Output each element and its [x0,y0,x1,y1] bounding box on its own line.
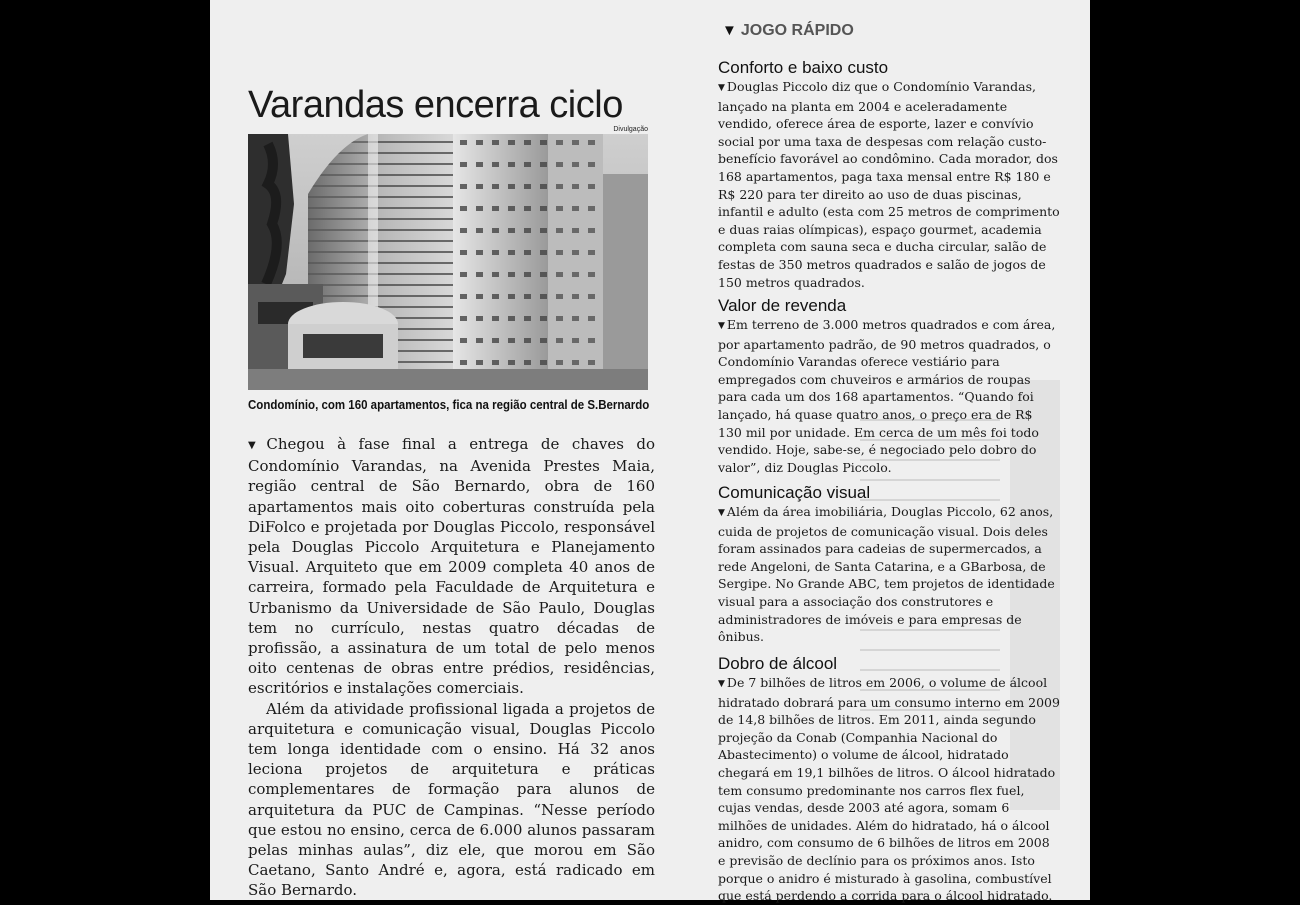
building-photo [248,126,648,390]
sidebar-section [718,483,1060,646]
section-label [722,22,854,40]
article-paragraph [248,434,655,699]
photo-credit: Divulgação [613,126,648,133]
sidebar-section-text-block [718,503,1060,646]
section-label-text: JOGO RÁPIDO [740,22,854,39]
article-headline: Varandas encerra ciclo [248,84,623,126]
sidebar-section-title: Valor de revenda [718,296,847,315]
article-column [248,0,663,900]
sidebar-section-text-block [718,674,1060,905]
triangle-bullet-icon: ▼ [718,679,725,689]
sidebar-section-title: Dobro de álcool [718,654,838,673]
article-paragraph-text: Chegou à fase final a entrega de chaves do Condomínio Varandas, na Avenida Prestes Maia, região central de São Bernardo, obra de 160 apartamentos mais oito coberturas construída pela DiFolco e projetada por Douglas Piccolo, responsável pela Douglas Piccolo Arquitetura e Planejamento Visual. Arquiteto que em 2009 completa 40 anos de carreira, formado pela Faculdade de Arquitetura e Urbanismo da Universidade de São Paulo, Douglas tem no currículo, nestas quatro décadas de profissão, a assinatura de um total de pelo menos oito centenas de obras entre prédios, residências, escritórios e instalações comerciais. [248,435,655,698]
triangle-bullet-icon: ▼ [248,440,264,451]
triangle-bullet-icon: ▼ [718,508,725,518]
building-photo-illustration [248,134,648,390]
sidebar-section-text: Além da área imobiliária, Douglas Piccolo, 62 anos, cuida de projetos de comunicação visual. Dois deles foram assinados para cadeias de supermercados, a rede Angeloni, de Santa Catarina, e a GBarbosa, de Sergipe. No Grande ABC, tem projetos de identidade visual para a associação dos construtores e administradores de imóveis e para empresas de ônibus. [718,504,1055,645]
sidebar-section [718,58,1060,291]
article-body [248,434,655,901]
sidebar-section [718,654,1060,905]
sidebar-section-title: Conforto e baixo custo [718,58,889,77]
triangle-down-icon: ▼ [722,22,737,39]
sidebar-section [718,296,1060,476]
photo-caption: Condomínio, com 160 apartamentos, fica na região central de S.Bernardo [248,398,650,412]
triangle-bullet-icon: ▼ [718,321,725,331]
sidebar-section-text-block [718,78,1060,291]
sidebar-section-text-block [718,316,1060,476]
sidebar-column [718,0,1060,904]
sidebar-section-text: Em terreno de 3.000 metros quadrados e com área, por apartamento padrão, de 90 metros quadrados, o Condomínio Varandas oferece vestiário para empregados com chuveiros e armários de roupas para cada um dos 168 apartamentos. “Quando foi lançado, há quase quatro anos, o preço era de R$ 130 mil por unidade. Em cerca de um mês foi todo vendido. Hoje, sabe-se, é negociado pelo dobro do valor”, diz Douglas Piccolo. [718,317,1056,475]
article-paragraph [248,699,655,901]
sidebar-section-title: Comunicação visual [718,483,871,502]
sidebar-section-text: De 7 bilhões de litros em 2006, o volume de álcool hidratado dobrará para um consumo interno em 2009 de 14,8 bilhões de litros. Em 2011, ainda segundo projeção da Conab (Companhia Nacional do Abastecimento) o volume de álcool, hidratado chegará em 19,1 bilhões de litros. O álcool hidratado tem consumo predominante nos carros flex fuel, cujas vendas, desde 2003 até agora, somam 6 milhões de unidades. Além do hidratado, há o álcool anidro, com consumo de 6 bilhões de litros em 2008 e previsão de declínio para os próximos anos. Isto porque o anidro é misturado à gasolina, combustível que está perdendo a corrida para o álcool hidratado. [718,675,1060,904]
triangle-bullet-icon: ▼ [718,83,725,93]
article-paragraph-text: Além da atividade profissional ligada a projetos de arquitetura e comunicação visual, Douglas Piccolo tem longa identidade com o ensino. Há 32 anos leciona projetos de arquitetura e práticas complementares de formação para alunos de arquitetura da PUC de Campinas. “Nesse período que estou no ensino, cerca de 6.000 alunos passaram pelas minhas aulas”, diz ele, que morou em São Caetano, Santo André e, agora, está radicado em São Bernardo. [248,699,655,900]
sidebar-section-text: Douglas Piccolo diz que o Condomínio Varandas, lançado na planta em 2004 e aceleradamente vendido, oferece área de esporte, lazer e convívio social por uma taxa de despesas com relação custo-benefício favorável ao condômino. Cada morador, dos 168 apartamentos, paga taxa mensal entre R$ 180 e R$ 220 para ter direito ao uso de duas piscinas, infantil e adulto (esta com 25 metros de comprimento e duas raias olímpicas), espaço gourmet, academia completa com sauna seca e ducha circular, salão de festas de 350 metros quadrados e salão de jogos de 150 metros quadrados. [718,79,1060,290]
